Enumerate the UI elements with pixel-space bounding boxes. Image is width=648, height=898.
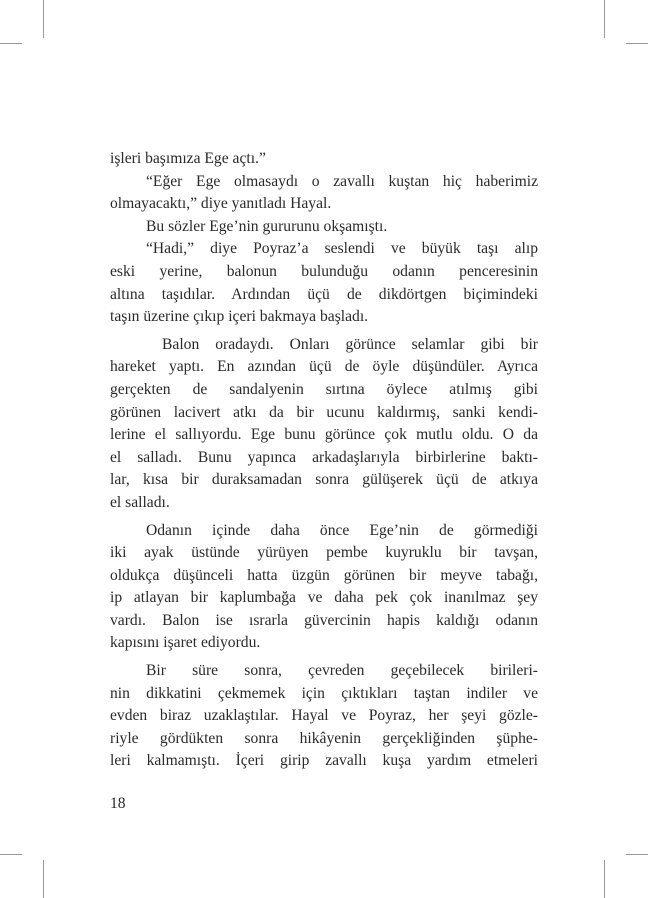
text-line: vardı. Balon ise ısrarla güvercinin hapis kaldığı odanın	[110, 611, 538, 629]
text-line: nin dikkatini çekmemek için çıktıkları taştan indiler ve	[110, 684, 538, 702]
text-line: ip atlayan bir kaplumbağa ve daha pek çok inanılmaz şey	[110, 589, 538, 607]
text-line: eski yerine, balonun bulunduğu odanın penceresinin	[110, 262, 538, 280]
text-line: Odanın içinde daha önce Ege’nin de görmediği	[146, 521, 538, 539]
text-line: Bu sözler Ege’nin gururunu okşamıştı.	[146, 217, 388, 235]
crop-mark-top-right	[604, 0, 605, 38]
text-line: iki ayak üstünde yürüyen pembe kuyruklu bir tavşan,	[110, 544, 538, 562]
crop-mark-bottom-right-h	[626, 854, 648, 855]
crop-mark-top-right-h	[626, 43, 648, 44]
text-line: “Hadi,” diye Poyraz’a seslendi ve büyük taşı alıp	[146, 240, 538, 258]
text-line: gerçekten de sandalyenin sırtına öylece atılmış gibi	[110, 380, 538, 398]
crop-mark-top-left	[43, 0, 44, 38]
text-line: lar, kısa bir duraksamadan sonra gülüşerek üçü de atkıya	[110, 471, 538, 489]
text-line: “Eğer Ege olmasaydı o zavallı kuştan hiç haberimiz	[146, 172, 538, 190]
text-line: Bir süre sonra, çevreden geçebilecek birileri-	[146, 662, 538, 680]
crop-mark-top-left-h	[0, 43, 22, 44]
page-number: 18	[110, 795, 126, 812]
text-line: olmayacaktı,” diye yanıtladı Hayal.	[110, 195, 332, 213]
text-line: el salladı.	[110, 493, 170, 511]
crop-mark-bottom-left-h	[0, 854, 22, 855]
text-line: işleri başımıza Ege açtı.”	[110, 150, 266, 167]
text-line: görünen lacivert atkı da bir ucunu kaldırmış, sanki kendi-	[110, 403, 538, 421]
crop-mark-bottom-right	[604, 860, 605, 898]
text-line: leri kalmamıştı. İçeri girip zavallı kuşa yardım etmeleri	[110, 752, 538, 770]
text-line: taşın üzerine çıkıp içeri bakmaya başladı.	[110, 308, 369, 326]
text-line: oldukça düşünceli hatta üzgün görünen bir meyve tabağı,	[110, 566, 538, 584]
text-line: kapısını işaret ediyordu.	[110, 634, 261, 652]
text-line: el salladı. Bunu yapınca arkadaşlarıyla birbirlerine baktı-	[110, 448, 538, 466]
text-line: hareket yaptı. En azından üçü de öyle düşündüler. Ayrıca	[110, 358, 538, 376]
body-text	[110, 148, 538, 773]
text-line: evden biraz uzaklaştılar. Hayal ve Poyraz, her şeyi gözle-	[110, 707, 538, 725]
text-line: altına taşıdılar. Ardından üçü de dikdörtgen biçimindeki	[110, 285, 538, 303]
text-line: lerine el sallıyordu. Ege bunu görünce çok mutlu oldu. O da	[110, 426, 538, 444]
text-line: Balon oradaydı. Onları görünce selamlar gibi bir	[162, 335, 538, 353]
crop-mark-bottom-left	[43, 860, 44, 898]
text-line: riyle gördükten sonra hikâyenin gerçekliğinden şüphe-	[110, 729, 538, 747]
